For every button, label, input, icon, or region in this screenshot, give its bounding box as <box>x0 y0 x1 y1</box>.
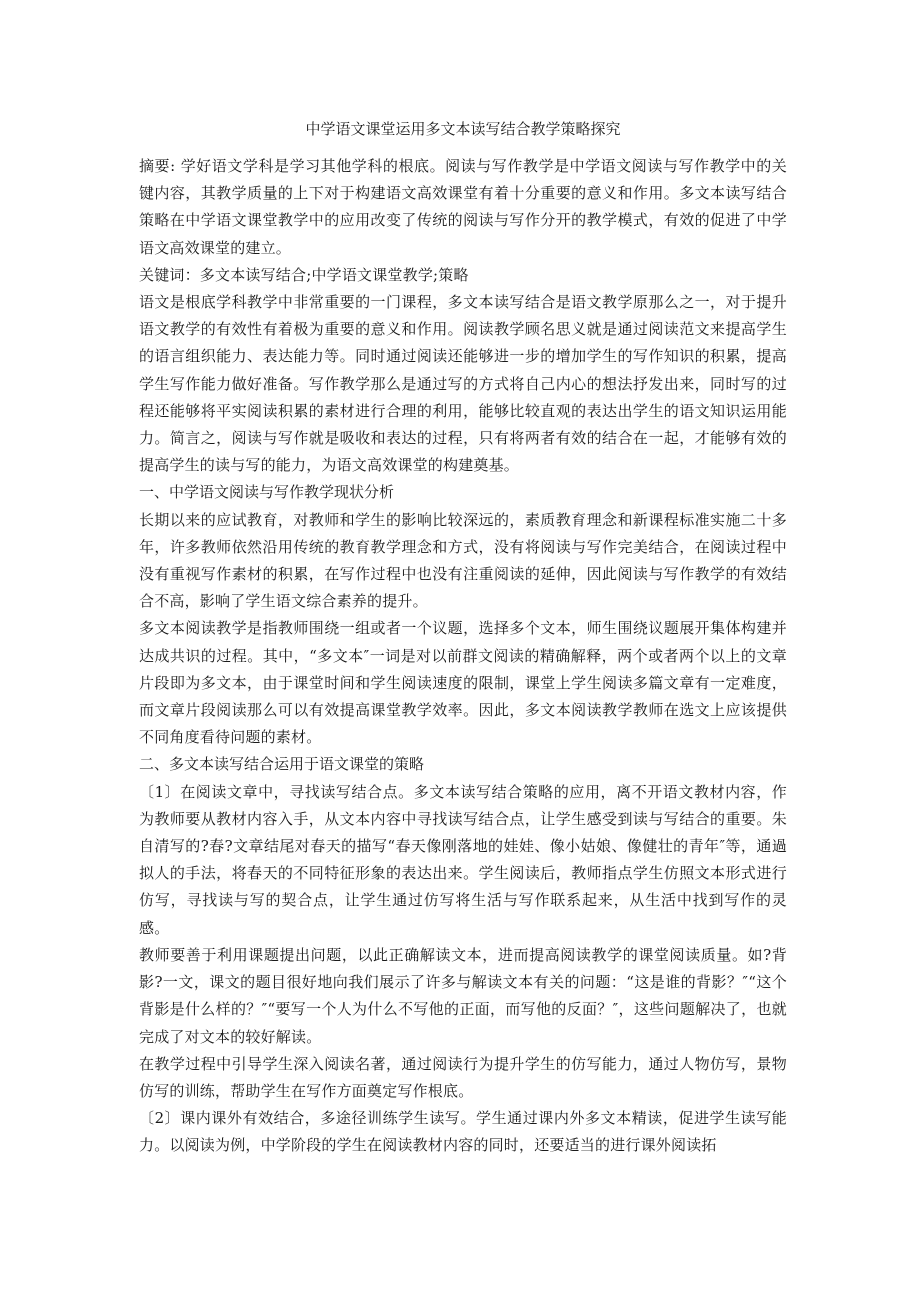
body-paragraph: 教师要善于利用课题提出问题，以此正确解读文本，进而提高阅读教学的课堂阅读质量。如?背影?一文，课文的题目很好地向我们展示了许多与解读文本有关的问题：“这是谁的背影？″“这个背影是什么样的？″“要写一个人为什么不写他的正面，而写他的反面？″，这些问题解决了，也就完成了对文本的较好解读。 <box>139 945 787 1046</box>
body-paragraph: 〔2〕课内课外有效结合，多途径训练学生读写。学生通过课内外多文本精读，促进学生读写能力。以阅读为例，中学阶段的学生在阅读教材内容的同时，还要适当的进行课外阅读拓 <box>139 1109 787 1155</box>
document-title: 中学语文课堂运用多文本读写结合教学策略探究 <box>305 120 621 138</box>
abstract-paragraph: 摘要: 学好语文学科是学习其他学科的根底。阅读与写作教学是中学语文阅读与写作教学中的关键内容，其教学质量的上下对于构建语文高效课堂有着十分重要的意义和作用。多文本读写结合策略在中学语文课堂教学中的应用改变了传统的阅读与写作分开的教学模式，有效的促进了中学语文高效课堂的建立。 <box>139 157 787 257</box>
keywords-line: 关键词：多文本读写结合;中学语文课堂教学;策略 <box>139 265 469 284</box>
body-paragraph: 长期以来的应试教育，对教师和学生的影响比较深远的，素质教育理念和新课程标准实施二十多年，许多教师依然沿用传统的教育教学理念和方式，没有将阅读与写作完美结合，在阅读过程中没有重视写作素材的积累，在写作过程中也没有注重阅读的延伸，因此阅读与写作教学的有效结合不高，影响了学生语文综合素养的提升。 <box>139 510 787 611</box>
section-heading-1: 一、中学语文阅读与写作教学现状分析 <box>139 483 395 502</box>
body-paragraph: 〔1〕在阅读文章中，寻找读写结合点。多文本读写结合策略的应用，离不开语文教材内容，作为教师要从教材内容入手，从文本内容中寻找读写结合点，让学生感受到读与写结合的重要。朱自清写的?春?文章结尾对春天的描写“春天像刚落地的娃娃、像小姑娘、像健壮的青年″等，通過拟人的手法，将春天的不同特征形象的表达出来。学生阅读后，教师指点学生仿照文本形式进行仿写，寻找读与写的契合点，让学生通过仿写将生活与写作联系起来，从生活中找到写作的灵感。 <box>139 782 787 937</box>
body-paragraph: 在教学过程中引导学生深入阅读名著，通过阅读行为提升学生的仿写能力，通过人物仿写，景物仿写的训练，帮助学生在写作方面奠定写作根底。 <box>139 1054 787 1100</box>
document-page <box>139 0 787 1160</box>
document-body <box>139 153 787 1160</box>
body-paragraph: 多文本阅读教学是指教师围绕一组或者一个议题，选择多个文本，师生围绕议题展开集体构建并达成共识的过程。其中，“多文本″一词是对以前群文阅读的精确解释，两个或者两个以上的文章片段即为多文本，由于课堂时间和学生阅读速度的限制，课堂上学生阅读多篇文章有一定难度，而文章片段阅读那么可以有效提高课堂教学效率。因此，多文本阅读教学教师在选文上应该提供不同角度看待问题的素材。 <box>139 619 787 747</box>
section-heading-2: 二、多文本读写结合运用于语文课堂的策略 <box>139 755 425 774</box>
intro-paragraph: 语文是根底学科教学中非常重要的一门课程，多文本读写结合是语文教学原那么之一，对于提升语文教学的有效性有着极为重要的意义和作用。阅读教学顾名思义就是通过阅读范文来提高学生的语言组织能力、表达能力等。同时通过阅读还能够进一步的增加学生的写作知识的积累，提高学生写作能力做好准备。写作教学那么是通过写的方式将自己内心的想法抒发出来，同时写的过程还能够将平实阅读积累的素材进行合理的利用，能够比较直观的表达出学生的语文知识运用能力。简言之，阅读与写作就是吸收和表达的过程，只有将两者有效的结合在一起，才能够有效的提高学生的读与写的能力，为语文高效课堂的构建奠基。 <box>139 293 787 475</box>
